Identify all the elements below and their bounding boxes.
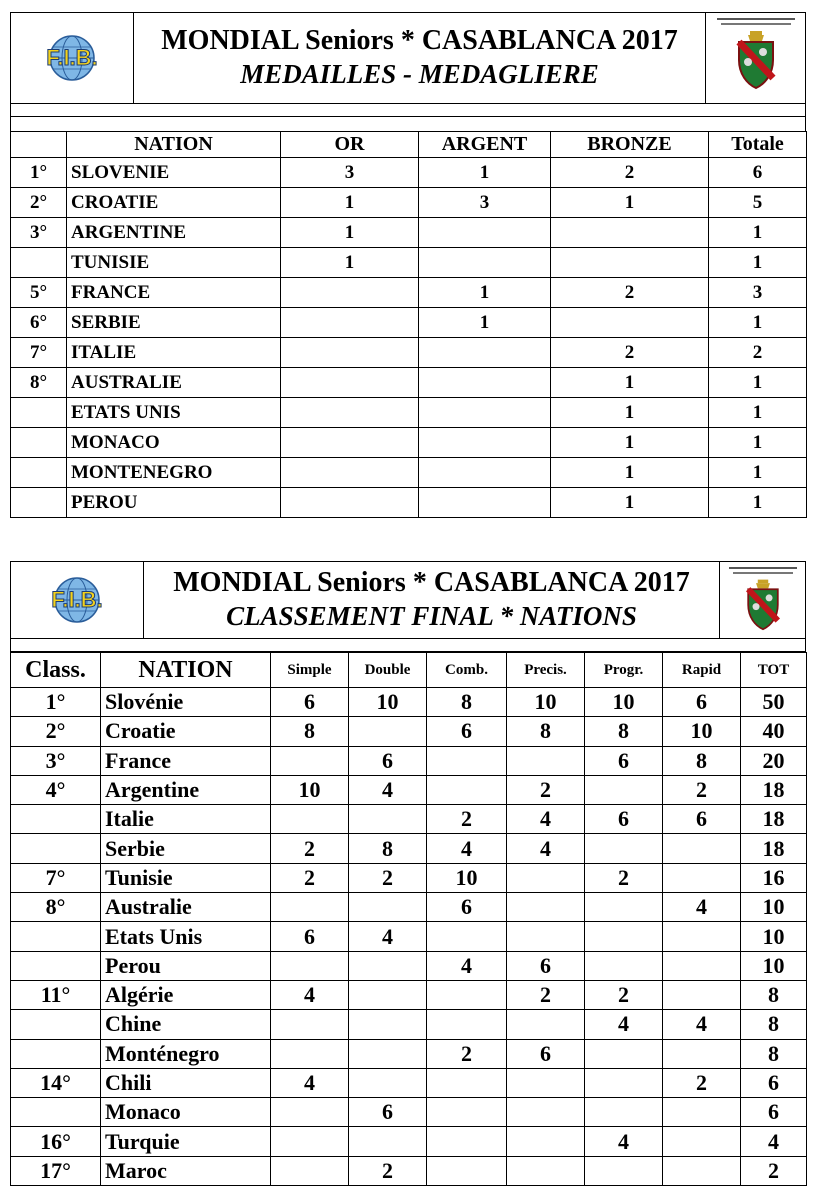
score-cell — [349, 1039, 427, 1068]
score-cell: 8 — [507, 717, 585, 746]
score-cell: 2 — [271, 834, 349, 863]
rank-cell — [11, 248, 67, 278]
medal-count-cell: 1 — [419, 278, 551, 308]
score-cell — [349, 980, 427, 1009]
nation-cell: Argentine — [101, 775, 271, 804]
score-cell — [427, 980, 507, 1009]
rank-cell: 1° — [11, 158, 67, 188]
ranking-col-header: Double — [349, 653, 427, 688]
score-cell — [507, 1127, 585, 1156]
medal-count-cell — [551, 308, 709, 338]
medal-count-cell — [419, 368, 551, 398]
score-cell — [271, 805, 349, 834]
rank-cell — [11, 922, 101, 951]
score-cell: 2 — [663, 775, 741, 804]
nation-cell: MONTENEGRO — [67, 458, 281, 488]
nation-cell: France — [101, 746, 271, 775]
score-cell — [663, 922, 741, 951]
score-cell — [507, 746, 585, 775]
score-cell — [427, 922, 507, 951]
score-cell: 10 — [663, 717, 741, 746]
medal-count-cell — [419, 398, 551, 428]
ranking-col-header: Rapid — [663, 653, 741, 688]
spacer-row — [10, 639, 806, 652]
score-cell — [271, 951, 349, 980]
nation-cell: Perou — [101, 951, 271, 980]
table-row — [11, 248, 807, 278]
score-cell: 10 — [585, 688, 663, 717]
rank-cell — [11, 428, 67, 458]
medal-count-cell — [281, 278, 419, 308]
table-row — [11, 308, 807, 338]
medal-count-cell: 1 — [281, 248, 419, 278]
nation-cell: ARGENTINE — [67, 218, 281, 248]
ranking-col-header: Class. — [11, 653, 101, 688]
score-cell: 8 — [741, 1039, 807, 1068]
score-cell — [427, 1156, 507, 1185]
medal-count-cell — [551, 248, 709, 278]
score-cell: 8 — [663, 746, 741, 775]
score-cell — [427, 1098, 507, 1127]
table-row — [11, 688, 807, 717]
score-cell: 4 — [427, 951, 507, 980]
nation-cell: Etats Unis — [101, 922, 271, 951]
rank-cell: 7° — [11, 863, 101, 892]
score-cell — [507, 863, 585, 892]
score-cell — [271, 1010, 349, 1039]
score-cell — [507, 1068, 585, 1097]
ranking-col-header: TOT — [741, 653, 807, 688]
medal-count-cell — [419, 458, 551, 488]
score-cell — [585, 834, 663, 863]
score-cell: 4 — [349, 775, 427, 804]
medal-count-cell: 1 — [419, 308, 551, 338]
fib-logo-text: F.I.B. — [51, 587, 103, 612]
score-cell — [427, 1127, 507, 1156]
score-cell — [427, 746, 507, 775]
score-cell — [507, 1098, 585, 1127]
table-row — [11, 1127, 807, 1156]
table-row — [11, 775, 807, 804]
table-row — [11, 1098, 807, 1127]
medal-count-cell — [551, 218, 709, 248]
medal-count-cell: 1 — [709, 398, 807, 428]
rank-cell: 2° — [11, 717, 101, 746]
ranking-title — [144, 562, 719, 638]
score-cell: 6 — [427, 717, 507, 746]
medal-count-cell — [281, 368, 419, 398]
arabic-caption-graphic — [725, 565, 801, 577]
table-row — [11, 834, 807, 863]
score-cell: 6 — [741, 1068, 807, 1097]
nation-cell: Australie — [101, 893, 271, 922]
nation-cell: Algérie — [101, 980, 271, 1009]
score-cell: 4 — [507, 805, 585, 834]
score-cell — [271, 1156, 349, 1185]
table-row — [11, 1068, 807, 1097]
score-cell: 10 — [349, 688, 427, 717]
table-row — [11, 218, 807, 248]
score-cell — [585, 1098, 663, 1127]
table-row — [11, 1039, 807, 1068]
score-cell: 10 — [427, 863, 507, 892]
table-row — [11, 428, 807, 458]
rank-cell — [11, 398, 67, 428]
score-cell — [349, 893, 427, 922]
fib-globe-icon — [22, 33, 122, 83]
score-cell: 8 — [741, 1010, 807, 1039]
score-cell: 4 — [585, 1127, 663, 1156]
medal-count-cell — [281, 458, 419, 488]
table-row — [11, 158, 807, 188]
nation-cell: ITALIE — [67, 338, 281, 368]
crest-icon — [742, 577, 784, 631]
nation-cell: PEROU — [67, 488, 281, 518]
table-row — [11, 893, 807, 922]
score-cell: 2 — [349, 863, 427, 892]
table-row — [11, 398, 807, 428]
ranking-col-header: Progr. — [585, 653, 663, 688]
ranking-col-header: Simple — [271, 653, 349, 688]
medal-count-cell: 1 — [709, 488, 807, 518]
medal-count-cell — [419, 428, 551, 458]
medals-col-header: NATION — [67, 132, 281, 158]
medal-count-cell: 1 — [281, 218, 419, 248]
score-cell — [427, 775, 507, 804]
score-cell: 2 — [349, 1156, 427, 1185]
ranking-title-line2: CLASSEMENT FINAL * NATIONS — [226, 601, 637, 631]
score-cell: 8 — [585, 717, 663, 746]
rank-cell: 8° — [11, 368, 67, 398]
score-cell: 16 — [741, 863, 807, 892]
nation-cell: Croatie — [101, 717, 271, 746]
rank-cell: 11° — [11, 980, 101, 1009]
nation-cell: TUNISIE — [67, 248, 281, 278]
ranking-col-header: Precis. — [507, 653, 585, 688]
medals-col-header — [11, 132, 67, 158]
score-cell — [585, 922, 663, 951]
rank-cell: 16° — [11, 1127, 101, 1156]
spacer-row — [10, 117, 806, 131]
nation-cell: Slovénie — [101, 688, 271, 717]
medal-count-cell: 1 — [551, 488, 709, 518]
ranking-title-line1: MONDIAL Seniors * CASABLANCA 2017 — [173, 567, 690, 598]
medal-count-cell: 1 — [419, 158, 551, 188]
score-cell — [585, 951, 663, 980]
score-cell — [271, 1127, 349, 1156]
table-row — [11, 488, 807, 518]
rank-cell: 2° — [11, 188, 67, 218]
score-cell: 4 — [507, 834, 585, 863]
rank-cell — [11, 1010, 101, 1039]
score-cell — [585, 1039, 663, 1068]
fib-globe-icon — [27, 575, 127, 625]
score-cell — [349, 1068, 427, 1097]
score-cell: 2 — [741, 1156, 807, 1185]
score-cell: 8 — [349, 834, 427, 863]
score-cell: 2 — [585, 980, 663, 1009]
rank-cell: 3° — [11, 218, 67, 248]
score-cell: 6 — [349, 1098, 427, 1127]
score-cell: 8 — [741, 980, 807, 1009]
score-cell — [427, 1010, 507, 1039]
ranking-table — [10, 652, 807, 1186]
score-cell — [271, 1039, 349, 1068]
crest-icon — [733, 28, 779, 90]
score-cell: 4 — [349, 922, 427, 951]
score-cell — [663, 1127, 741, 1156]
score-cell: 2 — [663, 1068, 741, 1097]
rank-cell: 4° — [11, 775, 101, 804]
nation-cell: Monaco — [101, 1098, 271, 1127]
medal-count-cell — [419, 488, 551, 518]
medal-count-cell: 1 — [709, 218, 807, 248]
score-cell — [271, 746, 349, 775]
medal-count-cell: 1 — [709, 248, 807, 278]
medal-count-cell: 1 — [551, 188, 709, 218]
score-cell — [663, 951, 741, 980]
score-cell — [585, 1068, 663, 1097]
nation-cell: Chili — [101, 1068, 271, 1097]
table-row — [11, 863, 807, 892]
score-cell: 4 — [663, 1010, 741, 1039]
spacer-row — [10, 104, 806, 117]
score-cell: 10 — [741, 922, 807, 951]
score-cell — [663, 1156, 741, 1185]
medal-count-cell — [419, 248, 551, 278]
score-cell — [349, 1127, 427, 1156]
medal-count-cell: 1 — [281, 188, 419, 218]
score-cell — [271, 1098, 349, 1127]
table-row — [11, 717, 807, 746]
score-cell: 6 — [271, 688, 349, 717]
medals-col-header: Totale — [709, 132, 807, 158]
score-cell: 4 — [271, 980, 349, 1009]
table-row — [11, 1010, 807, 1039]
score-cell: 18 — [741, 805, 807, 834]
medals-col-header: BRONZE — [551, 132, 709, 158]
score-cell — [663, 863, 741, 892]
table-row — [11, 188, 807, 218]
medal-count-cell: 2 — [551, 278, 709, 308]
score-cell: 4 — [741, 1127, 807, 1156]
fib-logo — [11, 562, 144, 638]
medal-count-cell: 1 — [709, 308, 807, 338]
score-cell: 18 — [741, 775, 807, 804]
score-cell: 4 — [427, 834, 507, 863]
medals-col-header: ARGENT — [419, 132, 551, 158]
table-row — [11, 805, 807, 834]
nation-cell: Tunisie — [101, 863, 271, 892]
medals-title — [134, 13, 705, 103]
medal-count-cell: 1 — [551, 458, 709, 488]
medals-sheet — [10, 12, 806, 518]
medal-count-cell: 3 — [419, 188, 551, 218]
score-cell — [349, 717, 427, 746]
rank-cell — [11, 1098, 101, 1127]
table-row — [11, 368, 807, 398]
nation-cell: Monténegro — [101, 1039, 271, 1068]
rank-cell — [11, 488, 67, 518]
rank-cell: 8° — [11, 893, 101, 922]
medal-count-cell: 6 — [709, 158, 807, 188]
nation-cell: MONACO — [67, 428, 281, 458]
rank-cell: 6° — [11, 308, 67, 338]
score-cell: 10 — [507, 688, 585, 717]
score-cell: 18 — [741, 834, 807, 863]
nation-cell: ETATS UNIS — [67, 398, 281, 428]
fib-logo-text: F.I.B. — [46, 45, 98, 70]
score-cell — [585, 893, 663, 922]
medals-title-line1: MONDIAL Seniors * CASABLANCA 2017 — [161, 25, 678, 56]
score-cell: 6 — [349, 746, 427, 775]
medal-count-cell — [281, 488, 419, 518]
medal-count-cell: 2 — [551, 338, 709, 368]
ranking-header — [10, 561, 806, 639]
medals-col-header: OR — [281, 132, 419, 158]
score-cell: 8 — [271, 717, 349, 746]
nation-cell: Maroc — [101, 1156, 271, 1185]
nation-cell: FRANCE — [67, 278, 281, 308]
table-row — [11, 951, 807, 980]
score-cell — [585, 1156, 663, 1185]
nation-cell: SERBIE — [67, 308, 281, 338]
score-cell: 8 — [427, 688, 507, 717]
medal-count-cell: 1 — [551, 398, 709, 428]
score-cell: 40 — [741, 717, 807, 746]
table-row — [11, 980, 807, 1009]
rank-cell: 17° — [11, 1156, 101, 1185]
nation-cell: Serbie — [101, 834, 271, 863]
medal-count-cell — [419, 338, 551, 368]
nation-cell: CROATIE — [67, 188, 281, 218]
arabic-caption-graphic — [713, 16, 799, 28]
score-cell — [663, 1039, 741, 1068]
rank-cell — [11, 1039, 101, 1068]
table-row — [11, 1156, 807, 1185]
score-cell: 6 — [741, 1098, 807, 1127]
medal-count-cell: 2 — [709, 338, 807, 368]
score-cell — [507, 1010, 585, 1039]
score-cell — [663, 980, 741, 1009]
score-cell: 6 — [585, 746, 663, 775]
nation-cell: Italie — [101, 805, 271, 834]
score-cell: 4 — [271, 1068, 349, 1097]
nation-cell: SLOVENIE — [67, 158, 281, 188]
rank-cell: 7° — [11, 338, 67, 368]
score-cell: 6 — [663, 805, 741, 834]
medal-count-cell: 1 — [709, 368, 807, 398]
medal-count-cell: 5 — [709, 188, 807, 218]
score-cell: 10 — [741, 951, 807, 980]
score-cell — [585, 775, 663, 804]
score-cell — [349, 805, 427, 834]
table-row — [11, 746, 807, 775]
nation-cell: AUSTRALIE — [67, 368, 281, 398]
federation-logo — [705, 13, 805, 103]
rank-cell: 1° — [11, 688, 101, 717]
score-cell — [507, 1156, 585, 1185]
federation-logo — [719, 562, 805, 638]
score-cell — [663, 1098, 741, 1127]
score-cell: 6 — [663, 688, 741, 717]
ranking-col-header: NATION — [101, 653, 271, 688]
medal-count-cell — [419, 218, 551, 248]
medal-count-cell: 1 — [709, 428, 807, 458]
medal-count-cell — [281, 338, 419, 368]
score-cell: 6 — [585, 805, 663, 834]
ranking-col-header: Comb. — [427, 653, 507, 688]
score-cell: 4 — [585, 1010, 663, 1039]
score-cell: 2 — [507, 980, 585, 1009]
medal-count-cell — [281, 308, 419, 338]
rank-cell — [11, 458, 67, 488]
score-cell — [507, 893, 585, 922]
score-cell — [427, 1068, 507, 1097]
score-cell: 2 — [427, 1039, 507, 1068]
medals-table — [10, 131, 807, 518]
medal-count-cell: 2 — [551, 158, 709, 188]
score-cell: 2 — [427, 805, 507, 834]
ranking-sheet — [10, 561, 806, 1186]
medals-header — [10, 12, 806, 104]
rank-cell — [11, 834, 101, 863]
score-cell: 2 — [271, 863, 349, 892]
medal-count-cell: 3 — [709, 278, 807, 308]
table-row — [11, 278, 807, 308]
table-row — [11, 922, 807, 951]
medals-title-line2: MEDAILLES - MEDAGLIERE — [240, 59, 599, 89]
score-cell: 2 — [507, 775, 585, 804]
medal-count-cell: 3 — [281, 158, 419, 188]
rank-cell — [11, 951, 101, 980]
score-cell: 10 — [741, 893, 807, 922]
table-row — [11, 458, 807, 488]
nation-cell: Turquie — [101, 1127, 271, 1156]
fib-logo — [11, 13, 134, 103]
rank-cell: 14° — [11, 1068, 101, 1097]
medal-count-cell — [281, 398, 419, 428]
rank-cell: 5° — [11, 278, 67, 308]
score-cell — [507, 922, 585, 951]
score-cell: 6 — [427, 893, 507, 922]
score-cell: 6 — [507, 951, 585, 980]
score-cell — [663, 834, 741, 863]
score-cell: 10 — [271, 775, 349, 804]
rank-cell: 3° — [11, 746, 101, 775]
medal-count-cell — [281, 428, 419, 458]
score-cell: 4 — [663, 893, 741, 922]
score-cell — [349, 951, 427, 980]
score-cell: 2 — [585, 863, 663, 892]
medal-count-cell: 1 — [709, 458, 807, 488]
score-cell: 50 — [741, 688, 807, 717]
score-cell — [349, 1010, 427, 1039]
rank-cell — [11, 805, 101, 834]
medal-count-cell: 1 — [551, 428, 709, 458]
score-cell — [271, 893, 349, 922]
score-cell: 20 — [741, 746, 807, 775]
nation-cell: Chine — [101, 1010, 271, 1039]
score-cell: 6 — [271, 922, 349, 951]
medal-count-cell: 1 — [551, 368, 709, 398]
table-row — [11, 338, 807, 368]
score-cell: 6 — [507, 1039, 585, 1068]
